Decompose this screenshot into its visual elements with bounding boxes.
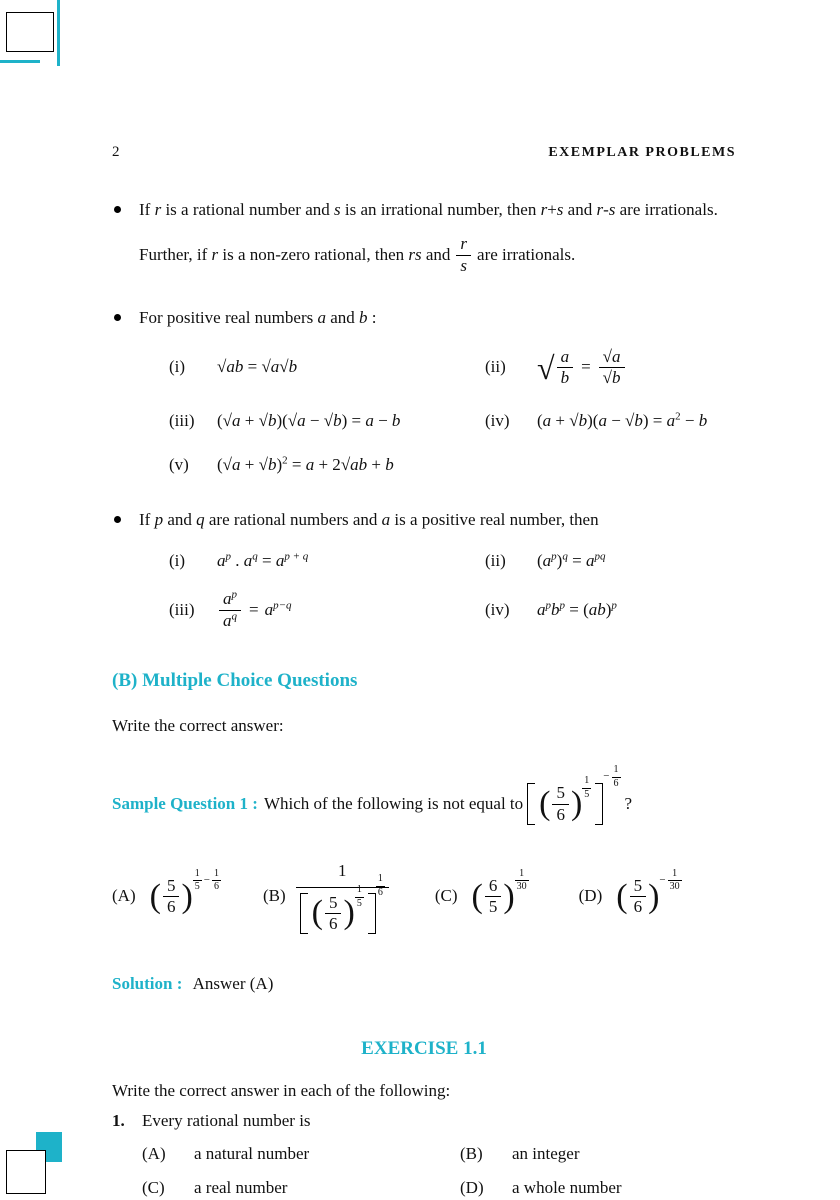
fraction-5-over-6: $\frac{5}{6}$ [163,876,180,918]
right-paren-icon: ) [648,877,660,915]
sample-expression [527,764,620,825]
option-C-exponent: 1 30 [516,867,527,893]
item-label-ii: (ii) [485,357,506,377]
formula-difference-squares: $(a + √b)(a - √b) = a^2 - b$ [537,409,708,430]
bullet-dot-icon [114,516,121,523]
q1-option-B-text: an integer [512,1143,580,1163]
solution-text: Answer (A) [192,974,274,994]
bullet3-intro: If p and q are rational numbers and a is a positive real number, then [139,509,599,529]
sample-question-text: Which of the following is not equal to [263,793,524,813]
bullet-surd-identities [112,306,736,478]
q1-option-A-label: (A) [142,1143,166,1163]
q1-option-D-text: a whole number [512,1178,622,1198]
fraction-6-over-5: $\frac{6}{5}$ [485,876,502,918]
formula-square-of-sum: $(√a + √b)^2 = a + 2√ab + b$ [217,454,394,475]
question-1-options [142,1142,736,1200]
q1-option-C-text: a real number [194,1178,288,1198]
question-1 [112,1109,736,1134]
question-text: Every rational number is [142,1111,311,1131]
inner-exponent: 1 5 [584,775,590,800]
q1-option-B-label: (B) [460,1143,483,1163]
corner-rect-bottom-icon [6,1150,46,1194]
bullet3-formula-grid [169,549,736,631]
fraction-5-over-6: $\frac{5}{6}$ [552,783,569,825]
bullet-dot-icon [114,206,121,213]
item-label-iii: (iii) [169,410,195,430]
right-paren-icon: ) [343,894,355,932]
left-paren-icon: ( [471,877,483,915]
fraction-a-over-b: $\frac{a}{b}$ [557,347,574,389]
option-B-big-fraction: 1 ( $\frac{5}{6}$ ) 1 5 1 6 [296,859,389,934]
q1-option-D-label: (D) [460,1178,484,1198]
option-B-outer-exponent: 1 6 [377,873,383,898]
equals-sign: = [249,599,259,619]
solution-label: Solution : [112,974,183,994]
page-number: 2 [112,144,120,160]
q1-option-C-label: (C) [142,1178,165,1198]
left-paren-icon: ( [149,877,161,915]
option-D-exponent: − $\frac{1}{30}$ [659,867,680,893]
page-header [112,142,736,164]
bullet-dot-icon [114,314,121,321]
formula-conjugate-surds: (√a + √b)(√a − √b) = a − b [217,410,401,430]
exercise-title: EXERCISE 1.1 [361,1037,487,1059]
item-label-iv: (iv) [485,599,510,619]
item-label-ii: (ii) [485,550,506,570]
question-number: 1. [112,1111,125,1131]
right-paren-icon: ) [503,877,515,915]
fraction-r-over-s: $\frac{r}{s}$ [456,234,471,276]
fraction-5-over-6: $\frac{5}{6}$ [630,876,647,918]
option-B: (B) 1 ( $\frac{5}{6}$ ) 1 5 1 6 [263,859,389,934]
fraction-sqrta-over-sqrtb: $\frac{√a}{√b}$ [599,347,625,389]
option-A: (A) ( $\frac{5}{6}$ ) 1 5 − $\frac{1}{6}$ [112,867,219,917]
bullet1-line2-post: are irrationals. [477,244,576,264]
left-paren-icon: ( [616,877,628,915]
exercise-instruction: Write the correct answer in each of the following: [112,1080,451,1100]
right-bracket-icon [368,893,376,935]
section-heading-mcq: (B) Multiple Choice Questions [112,669,358,691]
accent-vline-top-icon [57,0,60,66]
bullet-exponent-laws [112,508,736,631]
right-bracket-icon [595,783,603,825]
option-C: (C) ( $\frac{6}{5}$ ) 1 30 [434,867,527,917]
sample-options-row [112,859,736,934]
running-title: EXEMPLAR PROBLEMS [548,145,736,160]
question-mark: ? [624,793,633,813]
page-content [112,142,736,1200]
fraction-ap-over-aq: $\frac{a^p}{a^q}$ [219,589,241,631]
option-A-exponent: 1 5 − $\frac{1}{6}$ [194,867,219,893]
solution-line [112,972,736,997]
left-paren-icon: ( [311,894,323,932]
formula-sqrt-quotient [537,347,736,389]
right-paren-icon: ) [181,877,193,915]
accent-hline-top-icon [0,60,40,63]
formula-quotient-of-powers [217,589,485,631]
equals-sign: = [581,357,591,377]
item-label-i: (i) [169,357,186,377]
formula-product-of-powers: $a^p$ . $a^q = a^{p + q}$ [217,549,309,570]
formula-power-of-product: $a^pb^p = (ab)^p$ [537,599,617,619]
formula-quotient-rhs: $a^{p-q}$ [264,599,292,619]
fraction-5-over-6: $\frac{5}{6}$ [325,893,342,935]
mcq-instruction: Write the correct answer: [112,716,284,736]
bullet1-line2 [139,234,736,276]
right-paren-icon: ) [570,785,583,823]
bullet-irrationals [112,198,736,276]
radical-icon: √ [537,349,555,386]
item-label-v: (v) [169,455,189,475]
bullet2-intro: For positive real numbers a and b : [139,308,377,328]
sample-question-1 [112,764,736,825]
item-label-i: (i) [169,550,186,570]
option-D: (D) ( $\frac{5}{6}$ ) − $\frac{1}{30}$ [578,867,680,917]
bullet1-line2-pre: Further, if r is a non-zero rational, then rs and [139,244,451,264]
formula-power-of-power: $(a^p)^q = a^{pq}$ [537,549,606,570]
item-label-iii: (iii) [169,599,195,619]
left-bracket-icon [527,783,535,825]
corner-rect-top-icon [6,12,54,52]
q1-option-A-text: a natural number [194,1143,310,1163]
formula-sqrt-product: √ab = √a√b [217,357,298,377]
left-bracket-icon [300,893,308,935]
sample-question-label: Sample Question 1 : [112,793,258,813]
left-paren-icon: ( [539,785,551,823]
bullet1-line1: If r is a rational number and s is an irrational number, then r+s and r-s are irrationals. [139,199,718,219]
item-label-iv: (iv) [485,410,510,430]
outer-exponent: − $\frac{1}{6}$ [603,764,619,789]
option-B-inner-exponent: 1 5 [356,884,362,909]
bullet2-formula-grid [169,347,736,478]
